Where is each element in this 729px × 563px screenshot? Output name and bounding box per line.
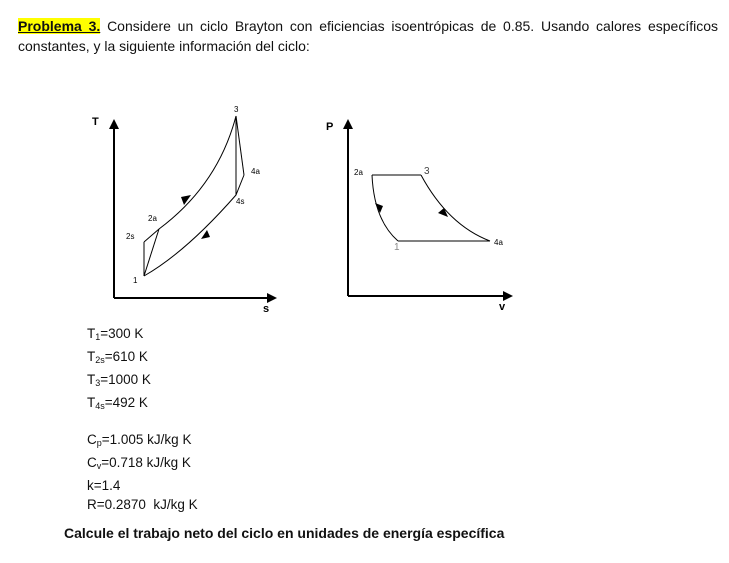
pv-axis-x-label: v [499, 301, 506, 313]
given-cp: $C_p=1.005$ kJ/kg K [87, 432, 192, 448]
given-cv: $C_v=0.718$ kJ/kg K [87, 455, 191, 471]
ts-arrow-down-icon [201, 230, 210, 239]
ts-process-3-4a [236, 116, 244, 175]
pv-point-4a: 4a [494, 238, 503, 247]
pv-expansion-curve [421, 175, 490, 241]
ts-point-2s: 2s [126, 232, 135, 241]
ts-heat-addition-curve [144, 116, 236, 242]
pv-point-2a: 2a [354, 168, 363, 177]
question-text: Calcule el trabajo neto del ciclo en unidades de energía específica [64, 525, 505, 541]
problem-label: Problema 3. [18, 18, 101, 34]
pv-diagram [326, 121, 508, 313]
given-t1: $T_1=300$ K [87, 326, 144, 342]
given-t3: $T_3=1000$ K [87, 372, 151, 388]
ts-axis-x-label: s [263, 303, 270, 315]
ts-diagram [92, 105, 272, 315]
given-t2s: $T_{2s}=610$ K [87, 349, 148, 365]
ts-point-3: 3 [234, 105, 239, 114]
ts-point-1: 1 [133, 276, 138, 285]
pv-point-3: 3 [424, 166, 430, 177]
pv-compression-curve [372, 175, 398, 241]
given-r: R=0.2870 kJ/kg K [87, 497, 198, 512]
ts-point-2a: 2a [148, 214, 157, 223]
pv-arrow-down-icon [438, 208, 448, 217]
ts-point-4a: 4a [251, 167, 260, 176]
pv-point-1: 1 [394, 242, 400, 253]
ts-arrow-up-icon [181, 195, 191, 205]
given-k: k=1.4 [87, 478, 121, 493]
ts-axis-y-label: T [92, 116, 99, 128]
ts-point-4s: 4s [236, 197, 245, 206]
given-t4s: $T_{4s}=492$ K [87, 395, 148, 411]
problem-text: Considere un ciclo Brayton con eficiencias isoentrópicas de 0.85. Usando calores específicos constantes, y la siguiente información del ciclo: [18, 18, 719, 54]
given-data [87, 324, 198, 514]
ts-heat-rejection-curve [144, 175, 244, 276]
pv-axis-y-label: P [326, 121, 334, 133]
